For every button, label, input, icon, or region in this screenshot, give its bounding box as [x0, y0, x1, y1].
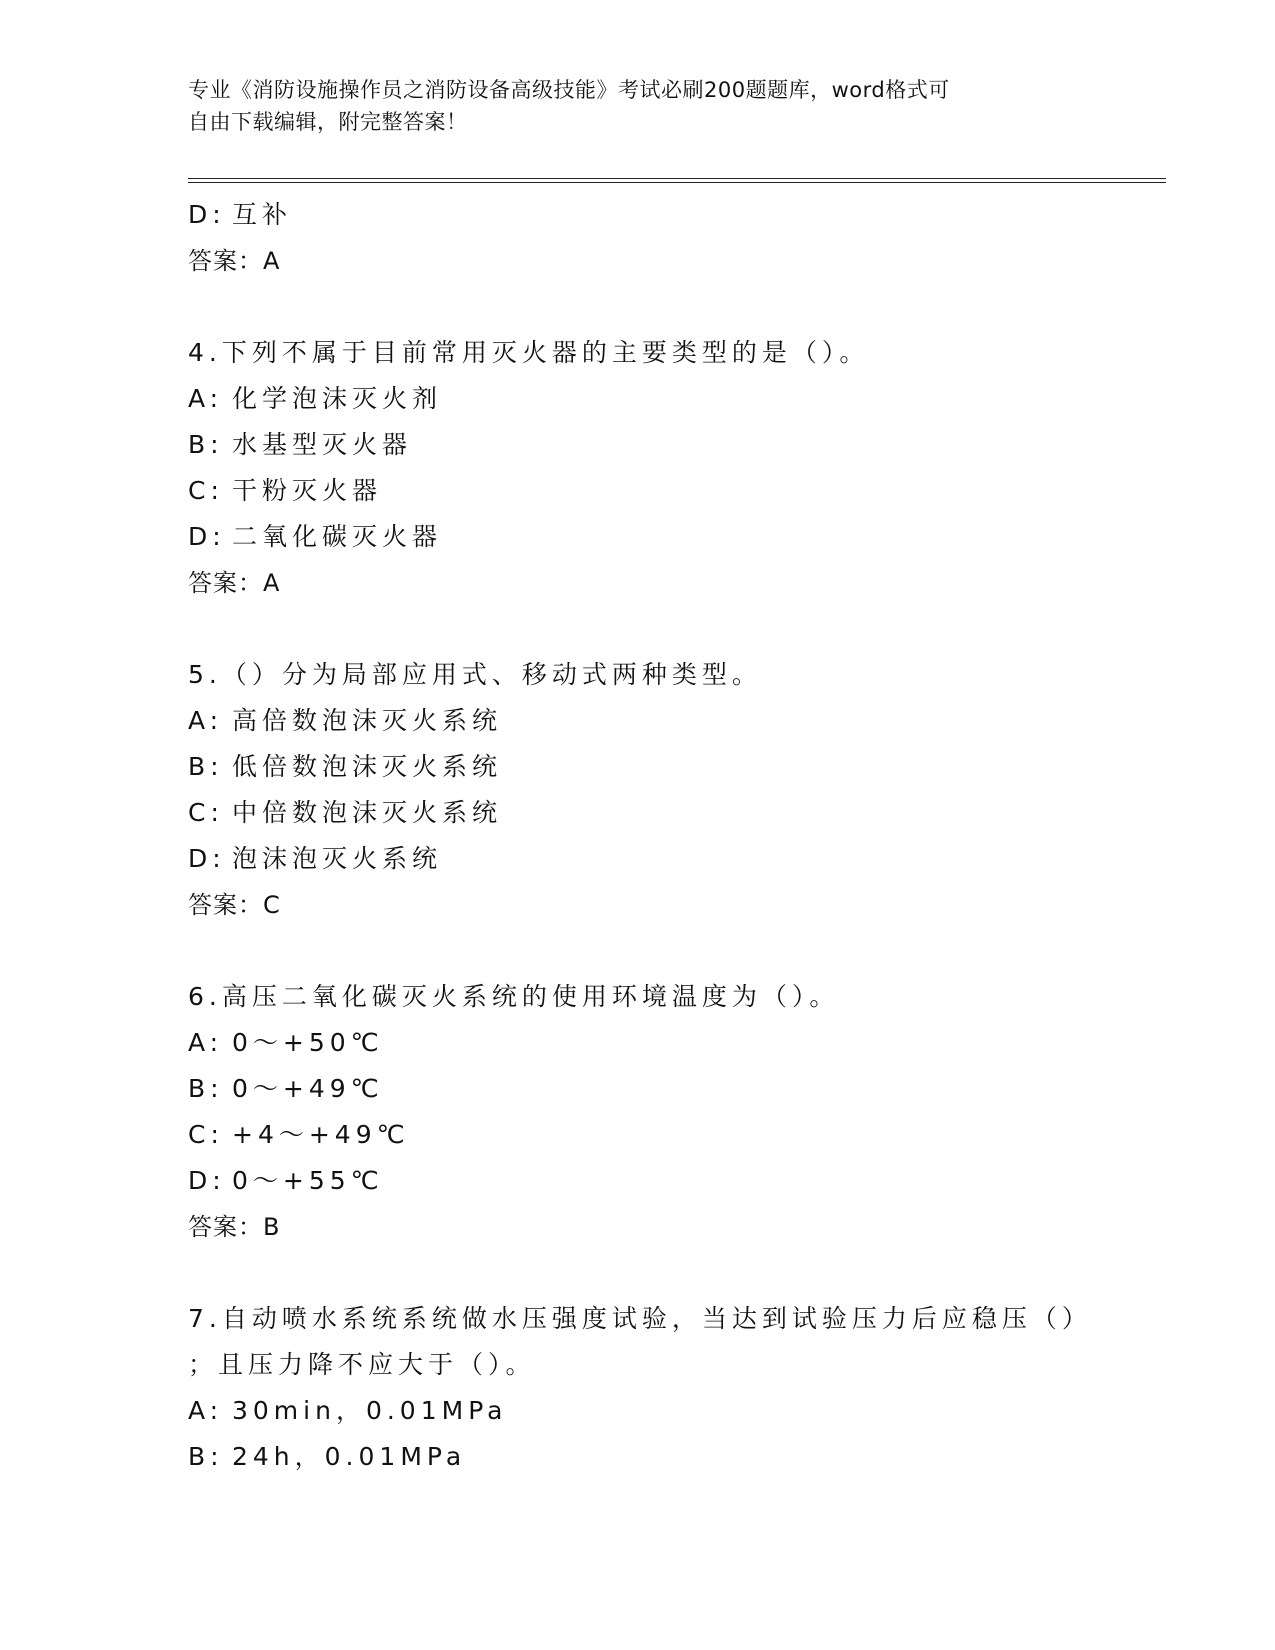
answer-line: 答案：B — [188, 1213, 281, 1241]
question-stem: 5.（）分为局部应用式、移动式两种类型。 — [188, 660, 762, 689]
option-label: A: — [188, 1028, 224, 1057]
option-text: 高倍数泡沫灭火系统 — [232, 706, 503, 735]
option-text: 水基型灭火器 — [232, 430, 413, 459]
option-label: B: — [188, 1074, 224, 1103]
question-stem: 4.下列不属于目前常用灭火器的主要类型的是（）。 — [188, 338, 870, 367]
option-label: B: — [188, 752, 224, 781]
question-stem: 7.自动喷水系统系统做水压强度试验，当达到试验压力后应稳压（） — [188, 1304, 1092, 1333]
option-text: 干粉灭火器 — [232, 476, 383, 505]
option-text: 低倍数泡沫灭火系统 — [232, 752, 503, 781]
option-a — [188, 1388, 1148, 1434]
option-label: D: — [188, 844, 226, 873]
header-line-2: 自由下载编辑，附完整答案！ — [188, 110, 468, 134]
answer-line: 答案：A — [188, 247, 281, 275]
option-a — [188, 1020, 1148, 1066]
option-d — [188, 514, 1148, 560]
option-b — [188, 1066, 1148, 1112]
option-label: D: — [188, 200, 226, 229]
option-b — [188, 1434, 1148, 1480]
option-d — [188, 1158, 1148, 1204]
option-text: 30min，0.01MPa — [232, 1396, 508, 1425]
option-text: 化学泡沫灭火剂 — [232, 384, 443, 413]
answer-line: 答案：C — [188, 891, 281, 919]
option-label: B: — [188, 1442, 224, 1471]
header-line-1: 专业《消防设施操作员之消防设备高级技能》考试必刷200题题库，word格式可 — [188, 78, 950, 102]
document-header — [188, 74, 1088, 138]
option-label: A: — [188, 706, 224, 735]
question-list — [188, 192, 1148, 1480]
option-text: 0～+49℃ — [232, 1074, 384, 1103]
option-label: B: — [188, 430, 224, 459]
question-stem: 6.高压二氧化碳灭火系统的使用环境温度为（）。 — [188, 982, 840, 1011]
option-text: 二氧化碳灭火器 — [232, 522, 443, 551]
option-a — [188, 698, 1148, 744]
option-label: A: — [188, 384, 224, 413]
question-stem-continued: ；且压力降不应大于（）。 — [188, 1350, 536, 1379]
option-a — [188, 376, 1148, 422]
option-text: 泡沫泡灭火系统 — [232, 844, 443, 873]
option-text: 互补 — [232, 200, 293, 229]
option-b — [188, 744, 1148, 790]
option-c — [188, 1112, 1148, 1158]
option-c — [188, 790, 1148, 836]
option-label: A: — [188, 1396, 224, 1425]
option-d — [188, 836, 1148, 882]
option-label: C: — [188, 1120, 224, 1149]
option-text: 0～+50℃ — [232, 1028, 384, 1057]
option-text: 中倍数泡沫灭火系统 — [232, 798, 503, 827]
answer-line: 答案：A — [188, 569, 281, 597]
option-label: D: — [188, 522, 226, 551]
header-divider — [188, 178, 1166, 183]
option-label: D: — [188, 1166, 226, 1195]
option-text: 0～+55℃ — [232, 1166, 384, 1195]
option-d — [188, 192, 1148, 238]
option-b — [188, 422, 1148, 468]
option-label: C: — [188, 476, 224, 505]
option-c — [188, 468, 1148, 514]
option-label: C: — [188, 798, 224, 827]
option-text: +4～+49℃ — [232, 1120, 410, 1149]
option-text: 24h，0.01MPa — [232, 1442, 467, 1471]
